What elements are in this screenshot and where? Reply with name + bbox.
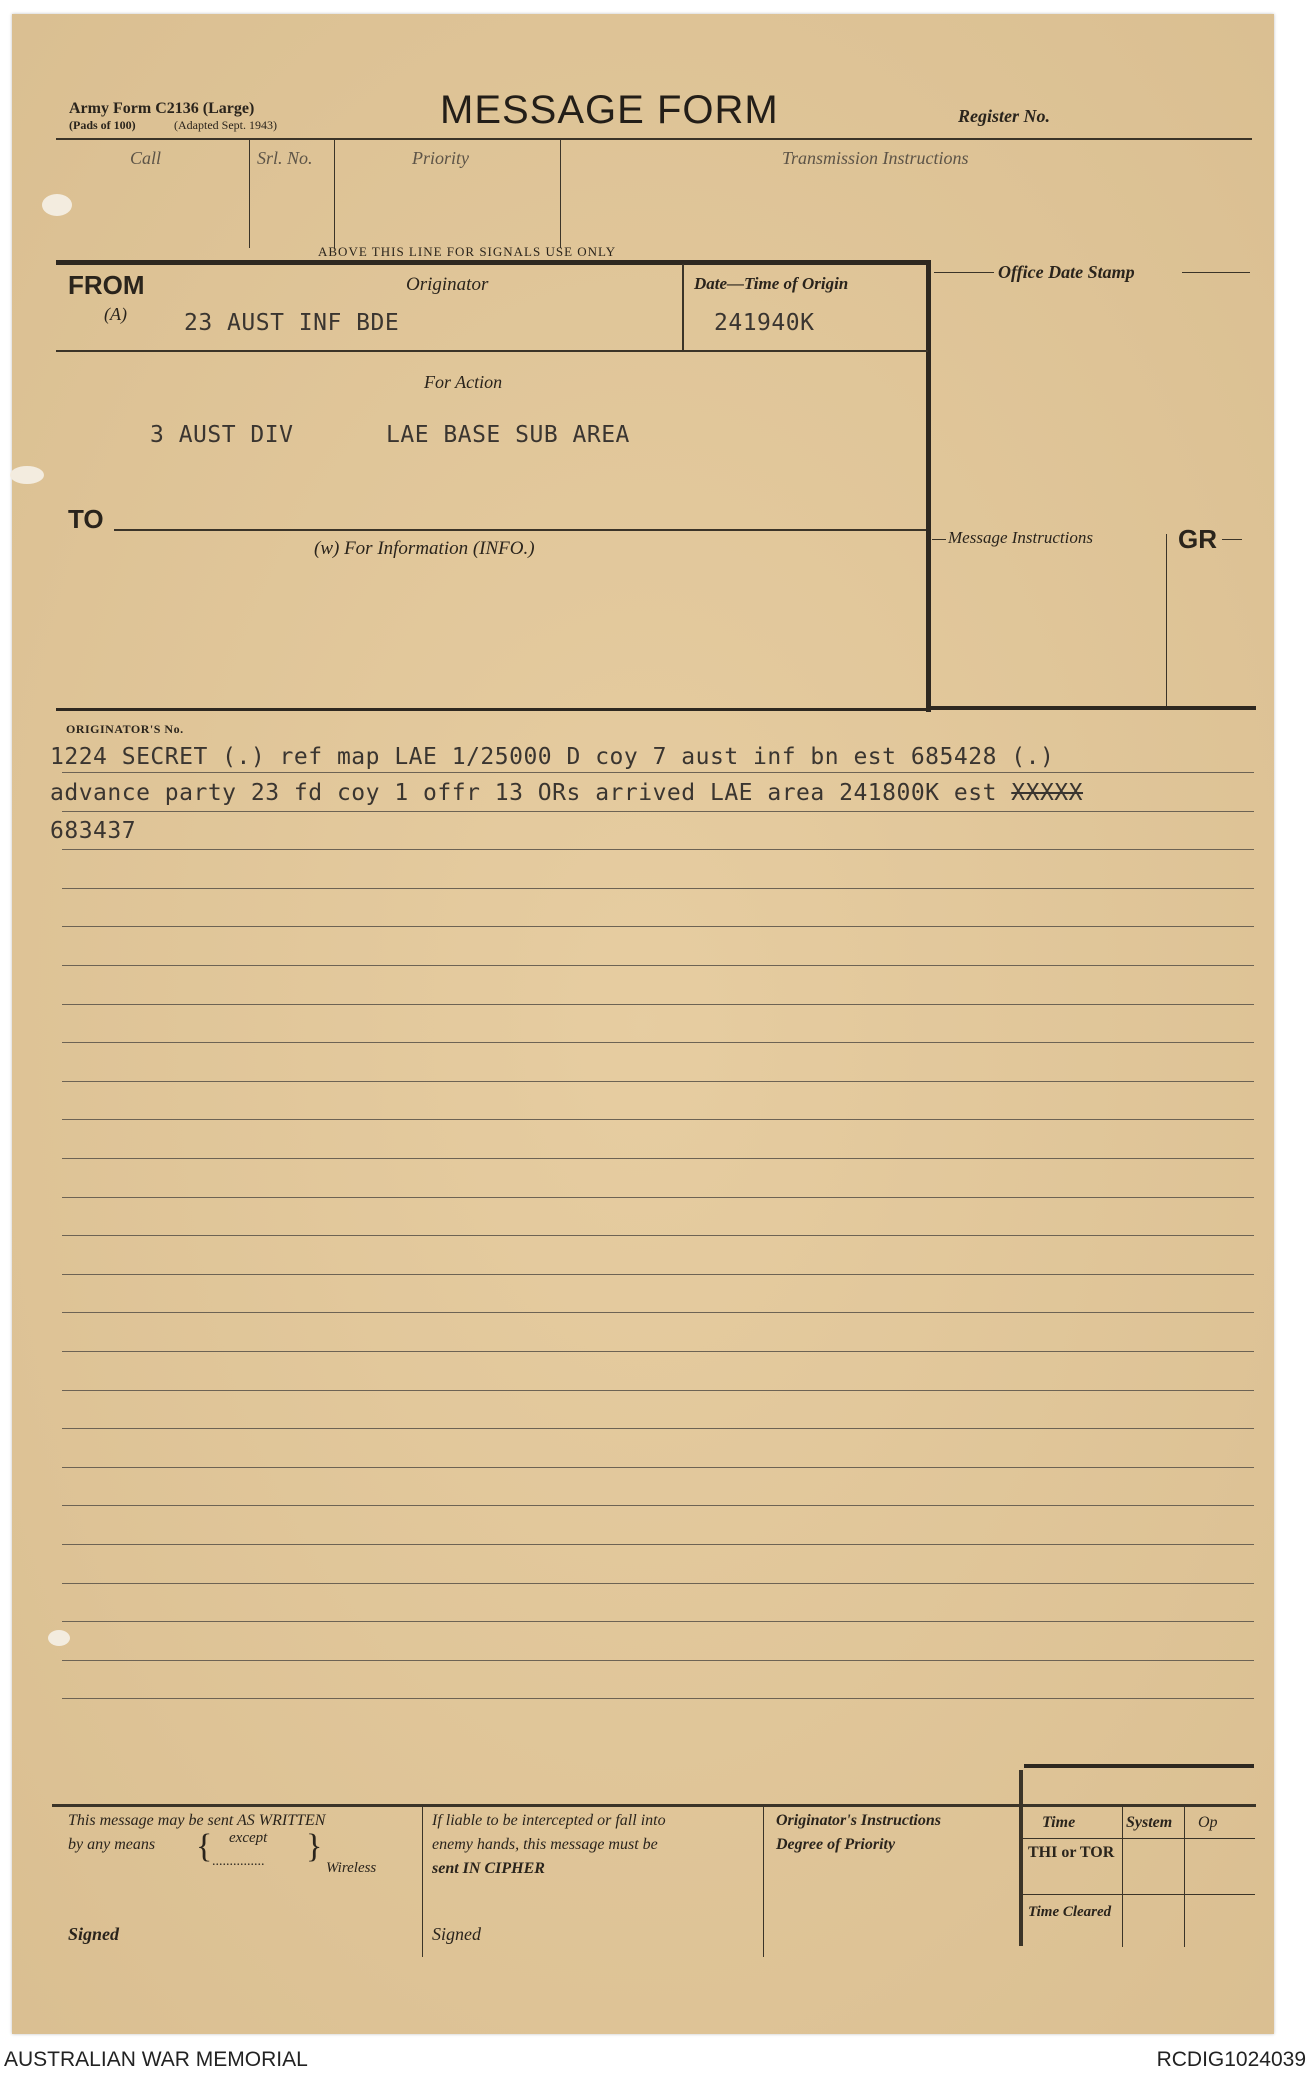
originator-value: 23 AUST INF BDE	[184, 310, 400, 336]
ruled-line	[62, 849, 1254, 850]
for-info-label: (w) For Information (INFO.)	[314, 538, 535, 559]
right-box-bottom	[928, 706, 1256, 710]
ruled-line	[62, 1042, 1254, 1043]
bottom-right-top-rule	[1024, 1764, 1254, 1768]
signed-label-1: Signed	[68, 1924, 120, 1944]
to-rule	[114, 529, 926, 531]
system-label: System	[1126, 1814, 1173, 1831]
ruled-line	[62, 1390, 1254, 1391]
ruled-line	[62, 1467, 1254, 1468]
ruled-line	[62, 1274, 1254, 1275]
ruled-line	[62, 772, 1254, 773]
for-action-value-2: LAE BASE SUB AREA	[386, 422, 630, 448]
time-box-left	[1019, 1770, 1023, 1946]
call-label: Call	[130, 148, 162, 168]
to-label: TO	[68, 504, 104, 534]
tear-mark	[42, 194, 72, 216]
header-rule	[56, 138, 1252, 140]
ruled-line	[62, 888, 1254, 889]
originator-label: Originator	[406, 274, 489, 295]
form-id: Army Form C2136 (Large)	[69, 100, 255, 117]
op-label: Op	[1198, 1814, 1218, 1831]
ruled-line	[62, 1312, 1254, 1313]
ruled-line	[62, 1505, 1254, 1506]
office-stamp-label: Office Date Stamp	[998, 262, 1135, 282]
brace-left: {	[196, 1828, 213, 1865]
ruled-line	[62, 1621, 1254, 1622]
time-label: Time	[1042, 1814, 1076, 1831]
instr-rule	[932, 539, 946, 540]
ruled-line	[62, 1119, 1254, 1120]
message-line-2	[50, 780, 1083, 806]
message-form-paper	[12, 14, 1274, 2034]
from-rule	[56, 350, 928, 352]
blank-dots: ...............	[212, 1854, 265, 1869]
ruled-line	[62, 1351, 1254, 1352]
ruled-line	[62, 1428, 1254, 1429]
except-label: except	[229, 1830, 268, 1846]
box-top-rule	[56, 260, 930, 265]
cipher-line-3: sent IN CIPHER	[432, 1860, 545, 1877]
ruled-line	[62, 1235, 1254, 1236]
divider	[422, 1807, 423, 1957]
signals-use-note: ABOVE THIS LINE FOR SIGNALS USE ONLY	[318, 244, 617, 259]
divider	[1184, 1807, 1185, 1947]
for-action-label: For Action	[424, 372, 503, 392]
ruled-line	[62, 1158, 1254, 1159]
ruled-line	[62, 1698, 1254, 1699]
date-time-label: Date—Time of Origin	[694, 274, 849, 293]
stamp-rule-left	[934, 272, 994, 273]
ruled-line	[62, 1081, 1254, 1082]
message-line-2-text: advance party 23 fd coy 1 offr 13 ORs arrived LAE area 241800K est	[50, 780, 1012, 806]
cipher-line-1: If liable to be intercepted or fall into	[432, 1812, 666, 1829]
ruled-line	[62, 965, 1254, 966]
form-title: MESSAGE FORM	[440, 88, 779, 132]
pads-note: (Pads of 100)	[69, 118, 136, 132]
ruled-line	[62, 1583, 1254, 1584]
from-sub-label: (A)	[104, 304, 127, 324]
tear-mark	[10, 466, 44, 484]
transmission-label: Transmission Instructions	[782, 148, 969, 168]
stamp-rule-right	[1182, 272, 1250, 273]
wireless-label: Wireless	[326, 1860, 377, 1876]
for-action-value-1: 3 AUST DIV	[150, 422, 294, 448]
ruled-line	[62, 1004, 1254, 1005]
divider	[560, 140, 561, 248]
time-rule	[1021, 1894, 1255, 1895]
thi-tor-label: THI or TOR	[1028, 1844, 1115, 1861]
srl-no-label: Srl. No.	[257, 148, 313, 168]
originator-no-label: ORIGINATOR'S No.	[66, 722, 184, 736]
divider	[334, 140, 335, 248]
message-line-3: 683437	[50, 818, 137, 844]
priority-label: Priority	[412, 148, 469, 168]
degree-priority-label: Degree of Priority	[776, 1836, 896, 1853]
signed-label-2: Signed	[432, 1924, 481, 1944]
time-rule	[1021, 1838, 1255, 1839]
footer-id: RCDIG1024039	[1156, 2048, 1306, 2071]
footer-source: AUSTRALIAN WAR MEMORIAL	[4, 2048, 308, 2071]
message-line-1: 1224 SECRET (.) ref map LAE 1/25000 D coy 7 aust inf bn est 685428 (.)	[50, 744, 1055, 770]
as-written-line-1: This message may be sent AS WRITTEN	[68, 1812, 326, 1829]
gr-rule	[1222, 539, 1242, 540]
message-line-2-struck: XXXXX	[1011, 780, 1084, 806]
ruled-line	[62, 1660, 1254, 1661]
bottom-rule	[52, 1804, 1256, 1807]
gr-label: GR	[1178, 524, 1217, 554]
message-instructions-label: Message Instructions	[948, 528, 1093, 547]
tear-mark	[48, 1630, 70, 1646]
as-written-line-2: by any means	[68, 1836, 156, 1853]
divider	[682, 264, 684, 352]
ruled-line	[62, 1544, 1254, 1545]
adapted-note: (Adapted Sept. 1943)	[174, 118, 277, 132]
box-bottom-rule	[56, 708, 930, 711]
ruled-line	[62, 1197, 1254, 1198]
ruled-line	[62, 811, 1254, 812]
from-label: FROM	[68, 270, 145, 300]
box-right-rule	[926, 260, 931, 712]
register-no: Register No.	[958, 106, 1050, 126]
divider	[763, 1807, 764, 1957]
gr-divider	[1166, 534, 1167, 710]
divider	[249, 140, 250, 248]
time-cleared-label: Time Cleared	[1028, 1904, 1112, 1920]
ruled-line	[62, 926, 1254, 927]
brace-right: }	[306, 1828, 323, 1865]
cipher-line-2: enemy hands, this message must be	[432, 1836, 658, 1853]
orig-instructions-label: Originator's Instructions	[776, 1812, 941, 1829]
date-time-value: 241940K	[714, 310, 815, 336]
divider	[1122, 1807, 1123, 1947]
